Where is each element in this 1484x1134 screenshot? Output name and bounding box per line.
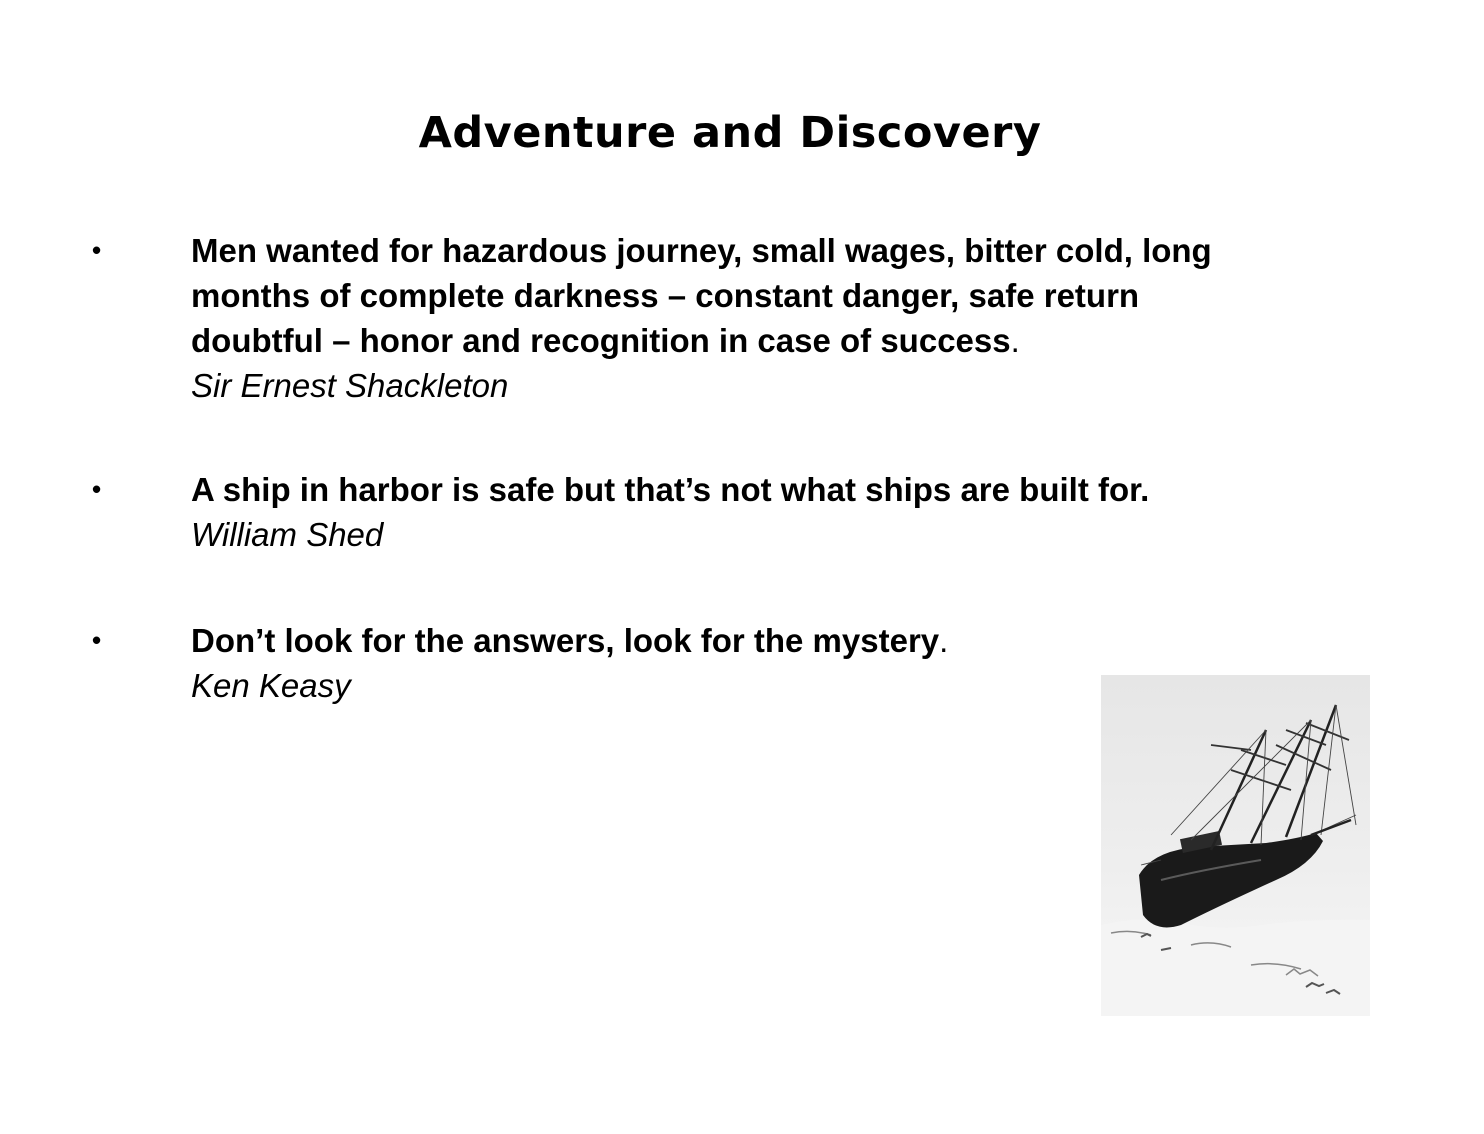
- bullet-icon: •: [92, 625, 102, 655]
- quote-author: Sir Ernest Shackleton: [191, 367, 509, 404]
- quote-body: [191, 467, 1371, 557]
- quote-body: [191, 228, 1371, 408]
- quote-end-punctuation: .: [1010, 322, 1020, 359]
- quote-line: A ship in harbor is safe but that’s not what ships are built for.: [191, 471, 1150, 508]
- ship-in-ice-photo: [1101, 675, 1370, 1016]
- quote-text: [191, 618, 1371, 663]
- quote-line: doubtful – honor and recognition in case of success: [191, 322, 1011, 359]
- quote-author: William Shed: [191, 516, 384, 553]
- page-title: Adventure and Discovery: [418, 108, 1042, 158]
- quote-text: [191, 467, 1371, 512]
- bullet-icon: •: [92, 235, 102, 265]
- quote-line: Don’t look for the answers, look for the mystery: [191, 622, 940, 659]
- quote-text: [191, 228, 1371, 363]
- quote-line: months of complete darkness – constant danger, safe return: [191, 277, 1140, 314]
- quote-end-punctuation: .: [939, 622, 949, 659]
- bullet-icon: •: [92, 474, 102, 504]
- quote-line: Men wanted for hazardous journey, small wages, bitter cold, long: [191, 232, 1212, 269]
- quote-author: Ken Keasy: [191, 667, 351, 704]
